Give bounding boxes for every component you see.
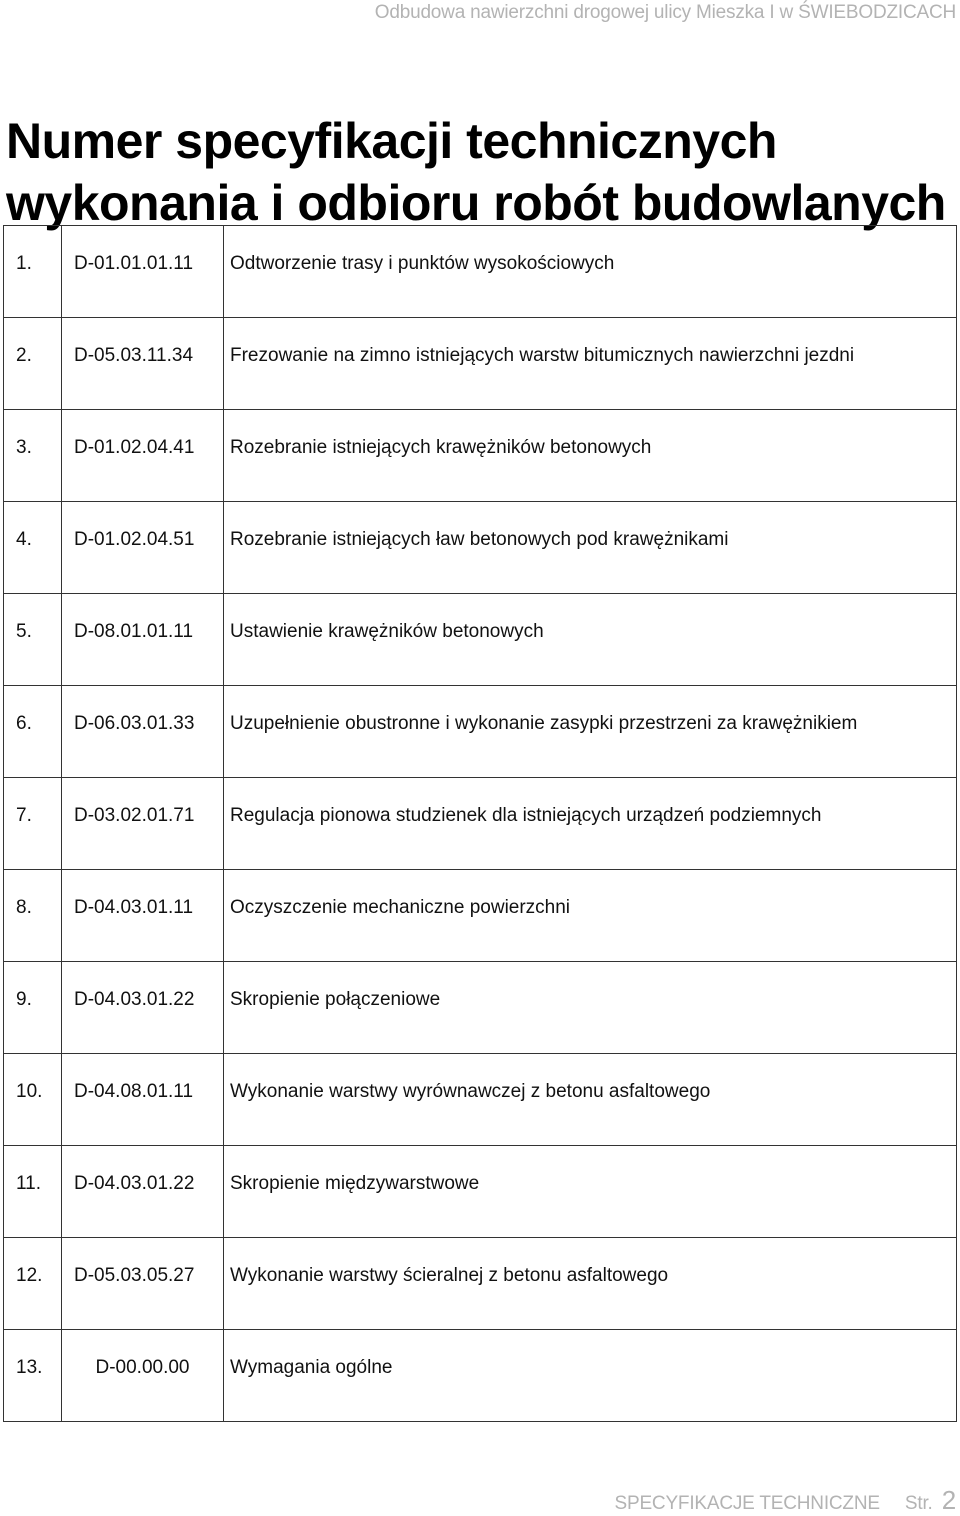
spec-code: D-04.03.01.22 <box>62 962 224 1054</box>
spec-number: 1. <box>4 226 62 318</box>
spec-code: D-01.01.01.11 <box>62 226 224 318</box>
page-number: 2 <box>941 1485 956 1515</box>
spec-title: Wymagania ogólne <box>224 1330 957 1422</box>
spec-code: D-00.00.00 <box>62 1330 224 1422</box>
table-row <box>4 1330 957 1422</box>
table-row <box>4 410 957 502</box>
spec-number: 2. <box>4 318 62 410</box>
table-row <box>4 1238 957 1330</box>
spec-code: D-01.02.04.51 <box>62 502 224 594</box>
spec-code: D-05.03.11.34 <box>62 318 224 410</box>
running-header: Odbudowa nawierzchni drogowej ulicy Mieszka I w ŚWIEBODZICACH <box>374 2 956 23</box>
table-row <box>4 594 957 686</box>
spec-title: Wykonanie warstwy wyrównawczej z betonu asfaltowego <box>224 1054 957 1146</box>
page-title <box>6 110 946 234</box>
spec-number: 13. <box>4 1330 62 1422</box>
spec-title: Wykonanie warstwy ścieralnej z betonu asfaltowego <box>224 1238 957 1330</box>
table-row <box>4 318 957 410</box>
spec-code: D-08.01.01.11 <box>62 594 224 686</box>
spec-title: Skropienie międzywarstwowe <box>224 1146 957 1238</box>
spec-title: Skropienie połączeniowe <box>224 962 957 1054</box>
spec-number: 12. <box>4 1238 62 1330</box>
spec-code: D-01.02.04.41 <box>62 410 224 502</box>
table-row <box>4 226 957 318</box>
page-label: Str. <box>904 1493 933 1514</box>
spec-title: Rozebranie istniejących ław betonowych pod krawężnikami <box>224 502 957 594</box>
table-row <box>4 778 957 870</box>
spec-number: 10. <box>4 1054 62 1146</box>
table-row <box>4 962 957 1054</box>
spec-title: Uzupełnienie obustronne i wykonanie zasypki przestrzeni za krawężnikiem <box>224 686 957 778</box>
spec-title: Ustawienie krawężników betonowych <box>224 594 957 686</box>
spec-title: Odtworzenie trasy i punktów wysokościowych <box>224 226 957 318</box>
table-row <box>4 1054 957 1146</box>
spec-title: Rozebranie istniejących krawężników betonowych <box>224 410 957 502</box>
spec-code: D-03.02.01.71 <box>62 778 224 870</box>
spec-code: D-06.03.01.33 <box>62 686 224 778</box>
specification-table <box>3 225 957 1422</box>
table-row <box>4 686 957 778</box>
page-title-line-1: Numer specyfikacji technicznych <box>6 113 777 169</box>
spec-number: 6. <box>4 686 62 778</box>
page-title-line-2: wykonania i odbioru robót budowlanych <box>6 175 946 231</box>
spec-title: Oczyszczenie mechaniczne powierzchni <box>224 870 957 962</box>
table-row <box>4 502 957 594</box>
spec-code: D-05.03.05.27 <box>62 1238 224 1330</box>
table-row <box>4 1146 957 1238</box>
spec-number: 8. <box>4 870 62 962</box>
spec-code: D-04.03.01.11 <box>62 870 224 962</box>
table-row <box>4 870 957 962</box>
running-footer <box>615 1485 957 1516</box>
spec-code: D-04.08.01.11 <box>62 1054 224 1146</box>
spec-number: 7. <box>4 778 62 870</box>
spec-number: 3. <box>4 410 62 502</box>
spec-number: 5. <box>4 594 62 686</box>
spec-title: Frezowanie na zimno istniejących warstw bitumicznych nawierzchni jezdni <box>224 318 957 410</box>
footer-section-title: SPECYFIKACJE TECHNICZNE <box>614 1493 880 1514</box>
spec-number: 4. <box>4 502 62 594</box>
spec-code: D-04.03.01.22 <box>62 1146 224 1238</box>
spec-number: 9. <box>4 962 62 1054</box>
spec-title: Regulacja pionowa studzienek dla istniejących urządzeń podziemnych <box>224 778 957 870</box>
spec-number: 11. <box>4 1146 62 1238</box>
